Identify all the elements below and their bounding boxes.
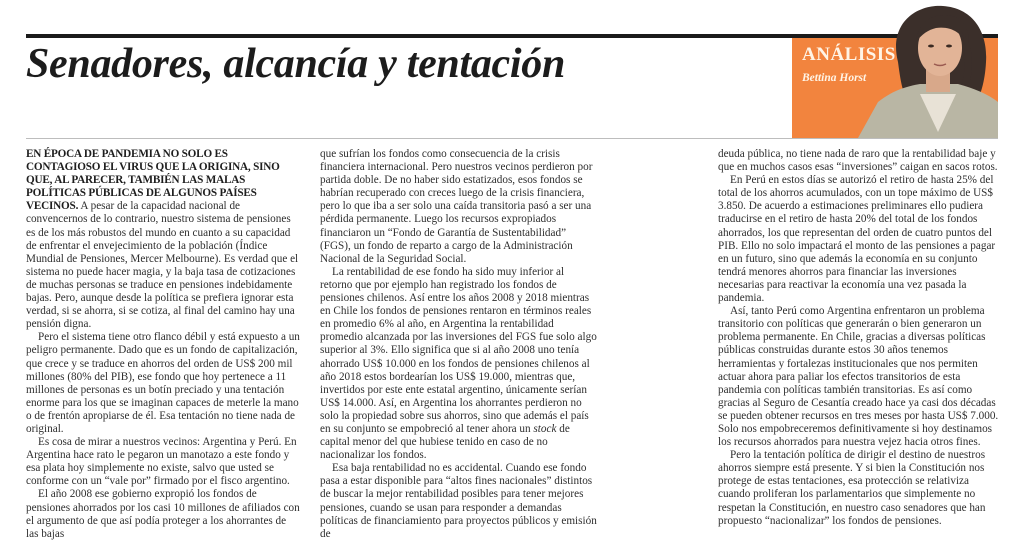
paragraph: El año 2008 ese gobierno expropió los fondos de pensiones ahorrados por los casi 10 millones de afiliados con el argumento de que así podía proteger a los ahorrantes de las bajas (26, 488, 300, 540)
paragraph-continued: deuda pública, no tiene nada de raro que la rentabilidad baje y que en muchos casos esas “inversiones” caigan en sacos rotos. (718, 148, 998, 174)
lead-text: EN ÉPOCA DE PANDEMIA NO SOLO ES CONTAGIOSO EL VIRUS QUE LA ORIGINA, SINO QUE, AL PARECER, TAMBIÉN LAS MALAS POLÍTICAS PÚBLICAS DE ALGUNOS PAÍSES VECINOS. (26, 148, 280, 213)
author-name: Bettina Horst (802, 72, 867, 84)
body-shape (858, 84, 998, 138)
author-photo (858, 2, 998, 138)
paragraph-continued: que sufrían los fondos como consecuencia de la crisis financiera internacional. Pero nuestros vecinos perdieron por partida doble. De no haber sido estatizados, esos fondos se habrían recuperado con creces luego de la crisis financiera, pero lo que iba a ser solo una caída transitoria pasó a ser una pérdida permanente. Luego los recursos expropiados financiaron un “Fondo de Garantía de Sustentabilidad” (FGS), un fondo de reparto a cargo de la Administración Nacional de la Seguridad Social. (320, 148, 593, 265)
lead-paragraph (26, 148, 300, 331)
paragraph: Es cosa de mirar a nuestros vecinos: Argentina y Perú. En Argentina hace rato le pegaron un manotazo a este fondo y esa plata hoy simplemente no existe, salvo que usted se conforme con un “vale por” firmado por el fisco argentino. (26, 436, 297, 488)
paragraph-text: A pesar de la capacidad nacional de convencernos de lo contrario, nuestro sistema de pensiones es de los más robustos del mundo en cuanto a su capacidad de enfrentar el envejecimiento de la población (Índice Mundial de Pensiones, Mercer Melbourne). Es verdad que el sistema no puede hacer magia, y la baja tasa de cotizaciones de muchas personas se traduce en pensiones indebidamente bajas. Pero, aunque desde la política se prefiera ignorar esta verdad, si se ahorra, si se cotiza, al final del camino hay una pensión digna. (26, 200, 299, 331)
section-label: ANÁLISIS (802, 44, 896, 65)
eye-left (928, 45, 934, 48)
article-column-2 (320, 148, 597, 541)
paragraph: Pero la tentación política de dirigir el destino de nuestros ahorros siempre está presente. Y si bien la Constitución nos protege de estas tentaciones, esa protección se relativiza cuando proliferan los parlamentarios que simplemente no respetan la Constitución, en nuestro caso senadores que han propuesto “nacionalizar” los fondos de pensiones. (718, 449, 986, 527)
eye-right (946, 45, 952, 48)
paragraph: En Perú en estos días se autorizó el retiro de hasta 25% del total de los ahorros acumulados, con un tope máximo de US$ 3.850. De acuerdo a estimaciones preliminares ello pudiera traducirse en el retiro de hasta 20% del total de los fondos ahorrados, los que representan del orden de cuatro puntos del PIB. Ello no solo impactará el monto de las pensiones a pagar en un futuro, sino que además la economía en su conjunto tendrá menores ahorros para financiar las inversiones necesarias para reactivar la economía una vez pasada la pandemia. (718, 174, 996, 305)
paragraph-text-after: de capital menor del que hubiese tenido en caso de no nacionalizar los fondos. (320, 422, 570, 462)
header-rule (26, 138, 998, 139)
paragraph (320, 266, 597, 462)
paragraph-text: La rentabilidad de ese fondo ha sido muy inferior al retorno que por ejemplo han registrado los fondos de pensiones chilenos. Así entre los años 2008 y 2018 mientras en Chile los fondos de pensiones rentaron en términos reales en promedio 6% al año, en Argentina la rentabilidad promedio alcanzada por las inversiones del FGS fue solo algo superior al 3%. Ello significa que si al año 2008 uno tenía ahorrado US$ 10.000 en los fondos de pensiones chilenos al año 2018 estos bordearían los US$ 19.000, mientras que, invertidos por este ente estatal argentino, únicamente serían US$ 14.000. Así, en Argentina los ahorrantes perdieron no solo la propiedad sobre sus ahorros, sino que además el país en su conjunto se empobreció al tener ahora un (320, 265, 597, 435)
paragraph: Pero el sistema tiene otro flanco débil y está expuesto a un peligro permanente. Dado que es un fondo de capitalización, que crece y se traduce en ahorros del orden de US$ 200 mil millones (80% del PIB), ese fondo que hoy pertenece a 11 millones de personas es un botín preciado y una tentación enorme para los que se imaginan capaces de meterle la mano o de frentón apropiarse de él. Esa tentación no tiene nada de original. (26, 331, 300, 435)
italic-term: stock (533, 422, 557, 435)
paragraph: Así, tanto Perú como Argentina enfrentaron un problema transitorio con políticas que generarán o bien generaron un problema permanente. En Chile, gracias a diversas políticas públicas construidas durante estos 30 años tenemos herramientas y fortalezas institucionales que nos permiten actuar ahora para paliar los efectos transitorios de esta pandemia con políticas también transitorias. Es así como gracias al Seguro de Cesantía creado hace ya casi dos décadas se pueden obtener recursos en tres meses por hasta US$ 7.000. Solo nos empobreceremos definitivamente si hoy destinamos los recursos ahorrados para nuestra vejez hacia otros fines. (718, 305, 999, 449)
article-column-1 (26, 148, 300, 541)
headline: Senadores, alcancía y tentación (26, 41, 566, 87)
article-column-3 (718, 148, 1000, 528)
paragraph: Esa baja rentabilidad no es accidental. Cuando ese fondo pasa a estar disponible para “altos fines nacionales” distintos de buscar la mejor rentabilidad posibles para tener mejores pensiones, cuando se usan para responder a demandas políticas de financiamiento para proyectos públicos y emisión de (320, 462, 597, 540)
